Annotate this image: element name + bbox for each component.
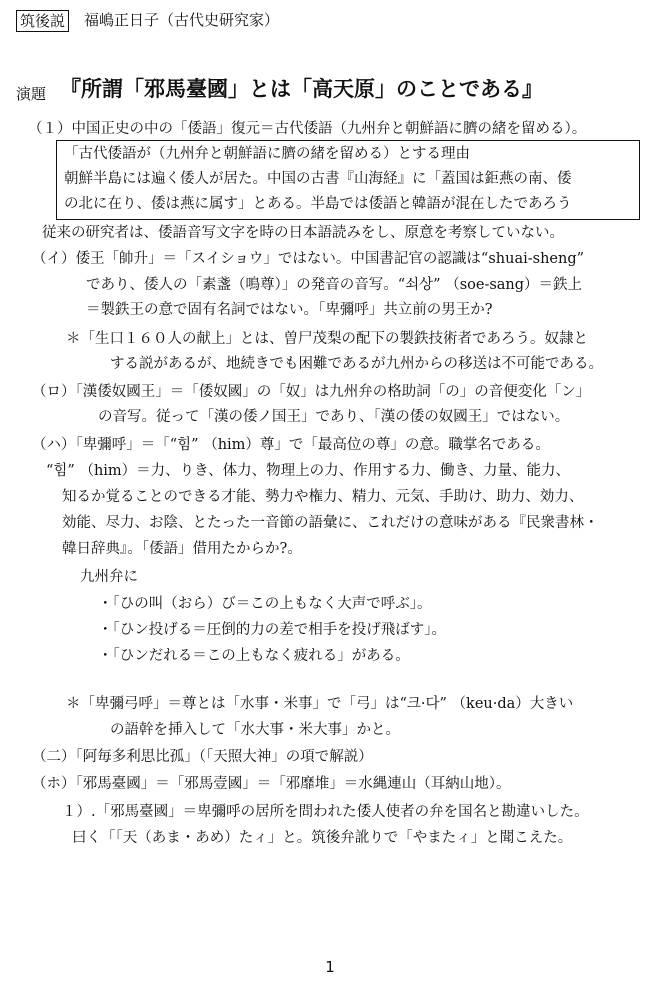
item-ha-line: 知るか覚ることのできる才能、勢力や権力、精力、元気、手助け、助力、効力、 — [62, 489, 584, 505]
item-i-line: であり、倭人の「素盞（鳴尊）」の発音の音写。“쇠상” （soe-sang）＝鉄上 — [86, 277, 583, 293]
title-label: 演題 — [16, 85, 47, 103]
item-ha-line: 韓日辞典』。「倭語」借用たからか?。 — [62, 541, 302, 557]
page-number: 1 — [325, 958, 335, 976]
note-line: ＊「生口１６０人の献上」とは、曽尸茂梨の配下の製鉄技術者であろう。奴隷と — [66, 331, 588, 347]
item-ho-line: 曰く「「天（あま・あめ）たィ」と。筑後弁訛りで「やまたィ」と聞こえた。 — [72, 830, 573, 846]
note-line: の語幹を挿入して「水大事・米大事」かと。 — [110, 722, 400, 738]
item-ro-line: の音写。従って「漢の倭ノ国王」であり、「漢の倭の奴國王」ではない。 — [98, 409, 570, 425]
reason-box-line: 「古代倭語が（九州弁と朝鮮語に臍の緒を留める）とする理由 — [64, 146, 470, 162]
bullet-item: ・「ひンだれる＝この上もなく疲れる」がある。 — [98, 648, 410, 664]
category-tag: 筑後説 — [16, 10, 69, 32]
lecture-title: 『所謂「邪馬臺國」とは「高天原」のことである』 — [60, 76, 543, 101]
note-line: ＊「卑彌弓呼」＝尊とは「水事・米事」で「弓」は“크·다” （keu·da）大きい — [66, 696, 574, 712]
item-ha-line: 効能、尽力、お陰、とたった一音節の語彙に、これだけの意味がある『民衆書林・ — [62, 515, 599, 531]
item-ni-line: （二）「阿毎多利思比孤」（「天照大神」の項で解説） — [32, 749, 373, 765]
paragraph-line: 従来の研究者は、倭語音写文字を時の日本語読みをし、原意を考察していない。 — [42, 225, 564, 241]
section-1-heading: （１）中国正史の中の「倭語」復元＝古代倭語（九州弁と朝鮮語に臍の緒を留める）。 — [28, 121, 587, 137]
item-ha-line: 九州弁に — [80, 569, 138, 585]
item-i-line: ＝製鉄王の意で固有名詞ではない。「卑彌呼」共立前の男王か? — [86, 302, 493, 318]
bullet-item: ・「ひの叫（おら）び＝この上もなく大声で呼ぶ」。 — [98, 596, 432, 612]
reason-box-line: 朝鮮半島には遍く倭人が居た。中国の古書『山海経』に「蓋国は鉅燕の南、倭 — [64, 171, 572, 187]
item-ha-line: “힘” （him）＝力、りき、体力、物理上の力、作用する力、働き、力量、能力、 — [46, 463, 571, 479]
item-ho-line: １）.「邪馬臺國」＝卑彌呼の居所を問われた倭人使者の弁を国名と勘違いした。 — [62, 804, 589, 820]
note-line: する説があるが、地続きでも困難であるが九州からの移送は不可能である。 — [110, 356, 603, 372]
item-i-line: （イ）倭王「帥升」＝「スイショウ」ではない。中国書記官の認識は“shuai-sheng” — [32, 251, 585, 267]
reason-box-line: の北に在り、倭は燕に属す」とある。半島では倭語と韓語が混在したであろう — [64, 196, 572, 212]
bullet-item: ・「ひン投げる＝圧倒的力の差で相手を投げ飛ばす」。 — [98, 622, 446, 638]
author-line: 福嶋正日子（古代史研究家） — [84, 11, 280, 29]
item-ro-line: （ロ）「漢倭奴國王」＝「倭奴國」の「奴」は九州弁の格助詞「の」の音便変化「ン」 — [32, 384, 591, 400]
item-ho-line: （ホ）「邪馬臺國」＝「邪馬壹國」＝「邪靡堆」＝水縄連山（耳納山地）。 — [32, 776, 511, 792]
item-ha-line: （ハ）「卑彌呼」＝「“힘” （him）尊」で「最高位の尊」の意。職掌名である。 — [32, 437, 550, 453]
